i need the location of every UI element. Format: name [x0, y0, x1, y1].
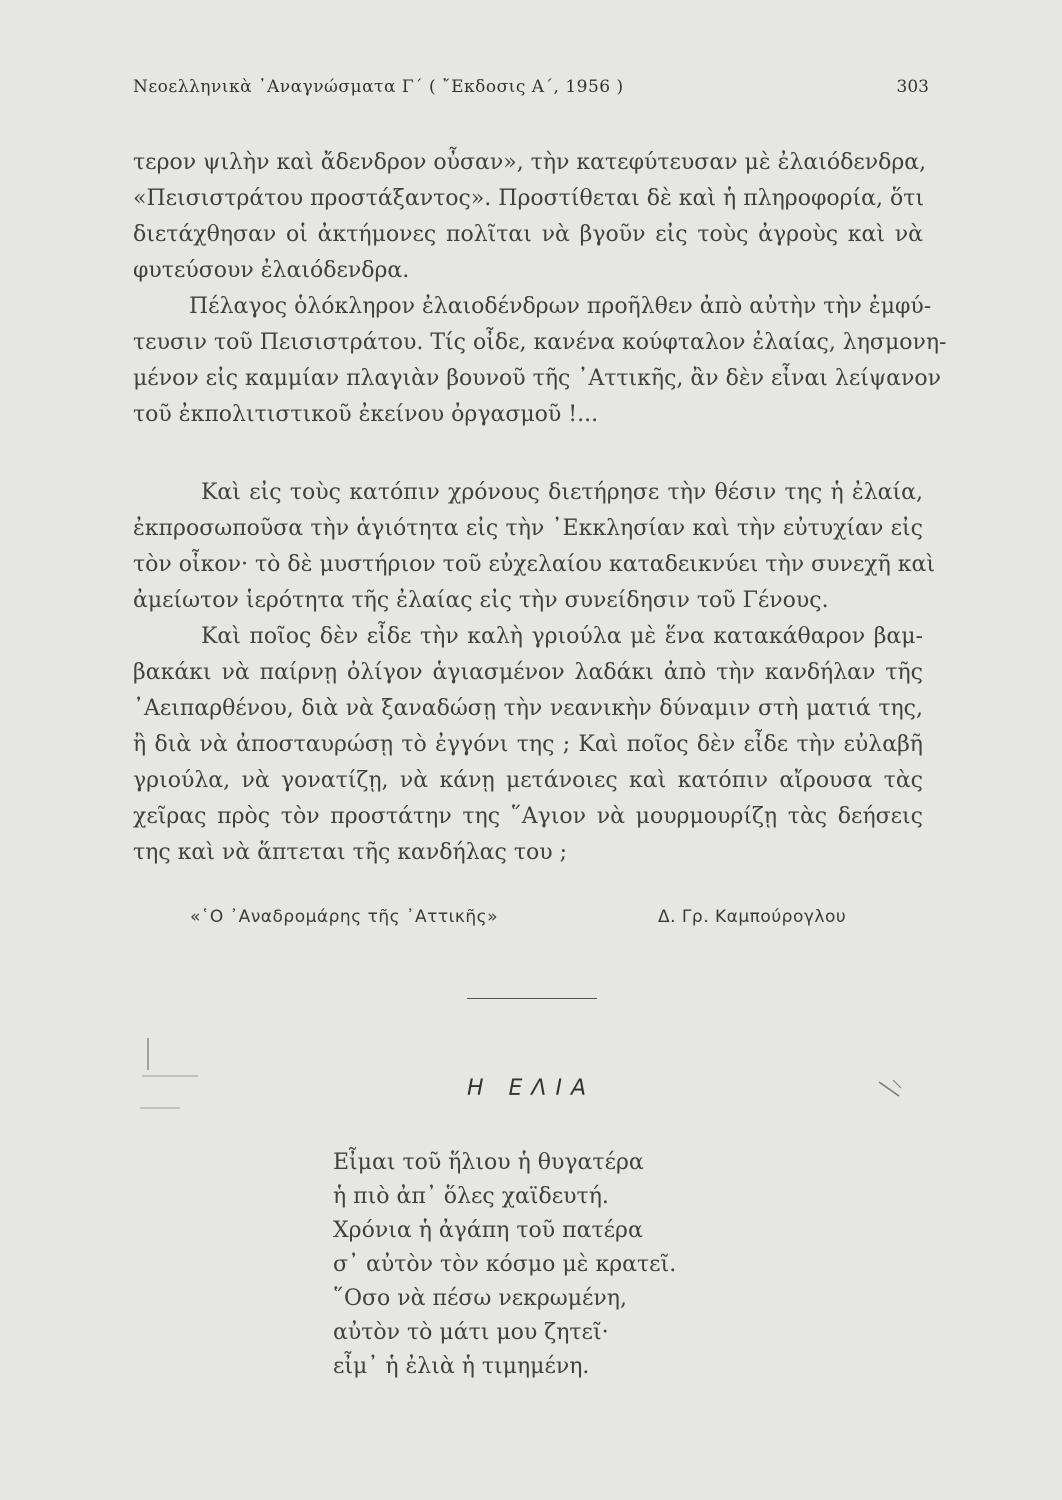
- text-line: τευσιν τοῦ Πεισιστράτου. Τίς οἶδε, κανένα κούφταλον ἐλαίας, λησμονη-: [133, 330, 947, 355]
- text-line: βακάκι νὰ παίρνῃ ὀλίγον ἁγιασμένον λαδάκι ἀπὸ τὴν κανδήλαν τῆς: [133, 660, 923, 685]
- poem-line: σ᾿ αὐτὸν τὸν κόσμο μὲ κρατεῖ.: [333, 1252, 677, 1277]
- text-line: Πέλαγος ὁλόκληρον ἐλαιοδένδρων προῆλθεν ἀπὸ αὐτὴν τὴν ἐμφύ-: [189, 294, 932, 319]
- text-line: ἐκπροσωποῦσα τὴν ἁγιότητα εἰς τὴν ᾿Εκκλησίαν καὶ τὴν εὐτυχίαν εἰς: [133, 516, 923, 541]
- text-line: διετάχθησαν οἱ ἀκτήμονες πολῖται νὰ βγοῦν εἰς τοὺς ἀγροὺς καὶ νὰ: [133, 222, 923, 247]
- text-line: τερον ψιλὴν καὶ ἄδενδρον οὖσαν», τὴν κατεφύτευσαν μὲ ἐλαιόδενδρα,: [133, 150, 927, 175]
- text-line: Καὶ ποῖος δὲν εἶδε τὴν καλὴ γριούλα μὲ ἕνα κατακάθαρον βαμ-: [201, 624, 923, 649]
- text-line: χεῖρας πρὸς τὸν προστάτην της ῞Αγιον νὰ μουρμουρίζῃ τὰς δεήσεις: [133, 804, 923, 829]
- text-line: Καὶ εἰς τοὺς κατόπιν χρόνους διετήρησε τὴν θέσιν της ἡ ἐλαία,: [201, 480, 923, 505]
- page-number: 303: [896, 77, 929, 97]
- section-divider: [467, 998, 597, 999]
- text-line: ἀμείωτον ἱερότητα τῆς ἐλαίας εἰς τὴν συνείδησιν τοῦ Γένους.: [133, 588, 829, 613]
- book-title: Νεοελληνικὰ ᾿Αναγνώσματα Γ΄ ( ῎Εκδοσις Α΄, 1956 ): [133, 77, 624, 97]
- text-line: τοῦ ἐκπολιτιστικοῦ ἐκείνου ὀργασμοῦ !...: [133, 402, 599, 427]
- poem-line: Χρόνια ἡ ἀγάπη τοῦ πατέρα: [333, 1218, 643, 1243]
- poem-title: Η ΕΛΙΑ: [466, 1076, 596, 1101]
- text-line: ᾿Αειπαρθένου, διὰ νὰ ξαναδώσῃ τὴν νεανικὴν δύναμιν στὴ ματιά της,: [133, 696, 923, 721]
- source-citation: «῾Ο ᾿Αναδρομάρης τῆς ᾿Αττικῆς»: [190, 907, 498, 927]
- text-line: τὸν οἶκον· τὸ δὲ μυστήριον τοῦ εὐχελαίου καταδεικνύει τὴν συνεχῆ καὶ: [133, 552, 936, 577]
- text-line: ἢ διὰ νὰ ἀποσταυρώσῃ τὸ ἐγγόνι της ; Καὶ ποῖος δὲν εἶδε τὴν εὐλαβῆ: [133, 732, 923, 757]
- text-line: μένον εἰς καμμίαν πλαγιὰν βουνοῦ τῆς ᾿Αττικῆς, ἂν δὲν εἶναι λείψανον: [133, 366, 941, 391]
- text-line: γριούλα, νὰ γονατίζῃ, νὰ κάνῃ μετάνοιες καὶ κατόπιν αἴρουσα τὰς: [133, 768, 923, 793]
- text-line: «Πεισιστράτου προστάξαντος». Προστίθεται δὲ καὶ ἡ πληροφορία, ὅτι: [133, 186, 925, 211]
- page-smudge-mark: [140, 1032, 200, 1118]
- poem-line: αὐτὸν τὸ μάτι μου ζητεῖ·: [333, 1320, 609, 1345]
- poem-line: εἶμ᾿ ἡ ἐλιὰ ἡ τιμημένη.: [333, 1354, 590, 1379]
- poem-line: ῞Οσο νὰ πέσω νεκρωμένη,: [333, 1286, 627, 1311]
- author-name: Δ. Γρ. Καμπούρογλου: [658, 907, 847, 927]
- text-line: φυτεύσουν ἐλαιόδενδρα.: [133, 258, 410, 283]
- text-line: της καὶ νὰ ἅπτεται τῆς κανδήλας του ;: [133, 840, 568, 865]
- poem-line: Εἶμαι τοῦ ἥλιου ἡ θυγατέρα: [333, 1150, 644, 1175]
- running-header: [133, 77, 929, 107]
- poem-line: ἡ πιὸ ἀπ᾿ ὅλες χαϊδευτή.: [333, 1184, 609, 1209]
